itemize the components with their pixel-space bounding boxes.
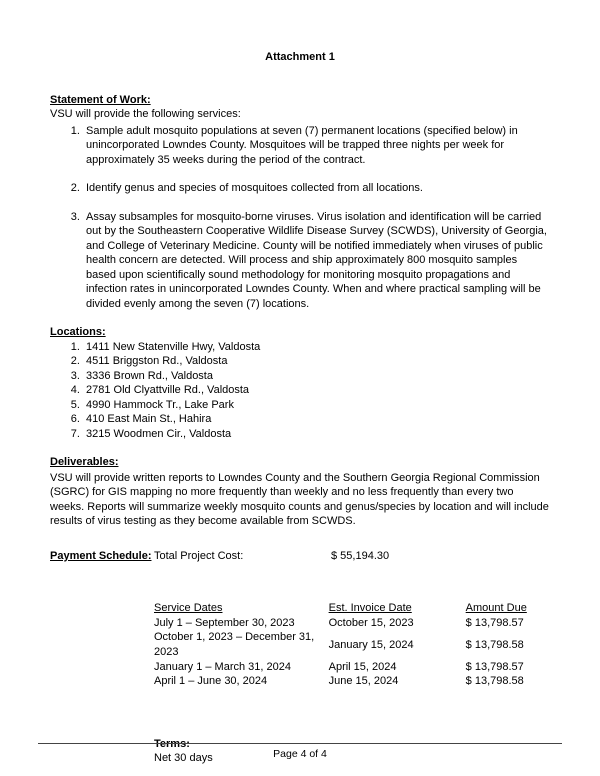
list-item: 7. 3215 Woodmen Cir., Valdosta [83, 427, 550, 442]
service-dates-cell: October 1, 2023 – December 31, 2023 [154, 631, 315, 658]
payment-schedule-table [154, 601, 550, 688]
statement-of-work-heading: Statement of Work: [50, 93, 151, 106]
table-row [154, 616, 550, 631]
payment-schedule-row [50, 549, 550, 564]
page-footer [38, 743, 562, 762]
amount-due-cell: $ 13,798.57 [465, 660, 524, 673]
table-row [154, 660, 550, 675]
statement-of-work-intro: VSU will provide the following services: [50, 108, 241, 121]
list-item: 5. 4990 Hammock Tr., Lake Park [83, 398, 550, 413]
column-header-service-dates: Service Dates [154, 602, 223, 615]
list-item: 2. Identify genus and species of mosquitoes collected from all locations. [83, 181, 550, 196]
list-item: 3. Assay subsamples for mosquito-borne viruses. Virus isolation and identification will be carried out by the Southeastern Cooperative Wildlife Disease Survey (SCWDS), University of Georgia, and College of Veterinary Medicine. County will be notified immediately when viruses of public health concern are detected. Will process and ship approximately 800 mosquito samples based upon scientifically sound methodology for monitoring mosquito propagations and infection rates in unincorporated Lowndes County. When and where practical sampling will be divided evenly among the seven (7) locations. [83, 210, 550, 312]
locations-list [50, 340, 550, 442]
list-item: 4. 2781 Old Clyattville Rd., Valdosta [83, 383, 550, 398]
list-item: 6. 410 East Main St., Hahira [83, 412, 550, 427]
service-dates-cell: July 1 – September 30, 2023 [154, 616, 295, 629]
column-header-invoice-date: Est. Invoice Date [328, 602, 412, 615]
list-item: 3. 3336 Brown Rd., Valdosta [83, 369, 550, 384]
amount-due-cell: $ 13,798.58 [465, 638, 524, 651]
statement-of-work-section [50, 93, 550, 312]
column-header-amount-due: Amount Due [465, 602, 527, 615]
service-dates-cell: January 1 – March 31, 2024 [154, 660, 291, 673]
deliverables-heading: Deliverables: [50, 456, 119, 469]
locations-section [50, 325, 550, 441]
invoice-date-cell: April 15, 2024 [328, 660, 397, 673]
amount-due-cell: $ 13,798.57 [465, 616, 524, 629]
statement-of-work-list [50, 124, 550, 312]
terms-value: Net 30 days [154, 752, 213, 765]
table-row [154, 630, 550, 659]
list-item: 1. 1411 New Statenville Hwy, Valdosta [83, 340, 550, 355]
amount-due-cell: $ 13,798.58 [465, 675, 524, 688]
invoice-date-cell: January 15, 2024 [328, 638, 414, 651]
invoice-date-cell: October 15, 2023 [328, 616, 414, 629]
table-header-row [154, 601, 550, 616]
terms-heading: Terms: [154, 737, 190, 750]
total-project-cost-label: Total Project Cost: [154, 549, 244, 562]
list-item: 2. 4511 Briggston Rd., Valdosta [83, 354, 550, 369]
locations-heading: Locations: [50, 326, 106, 339]
table-row [154, 674, 550, 689]
deliverables-section [50, 455, 550, 529]
total-project-cost-value: $ 55,194.30 [331, 549, 390, 562]
invoice-date-cell: June 15, 2024 [328, 675, 399, 688]
payment-schedule-heading: Payment Schedule: [50, 549, 152, 562]
list-item: 1. Sample adult mosquito populations at seven (7) permanent locations (specified below) in unincorporated Lowndes County. Mosquitoes will be trapped three nights per week for approximately 35 weeks during the period of the contract. [83, 124, 550, 168]
deliverables-body: VSU will provide written reports to Lowndes County and the Southern Georgia Regional Commission (SGRC) for GIS mapping no more frequently than weekly and no less frequently than every two weeks. Reports will summarize weekly mosquito counts and genus/species by location and will include results of virus testing as they become available from SCWDS. [50, 471, 549, 528]
page-title: Attachment 1 [265, 51, 335, 63]
service-dates-cell: April 1 – June 30, 2024 [154, 675, 268, 688]
page-number: Page 4 of 4 [273, 748, 327, 761]
